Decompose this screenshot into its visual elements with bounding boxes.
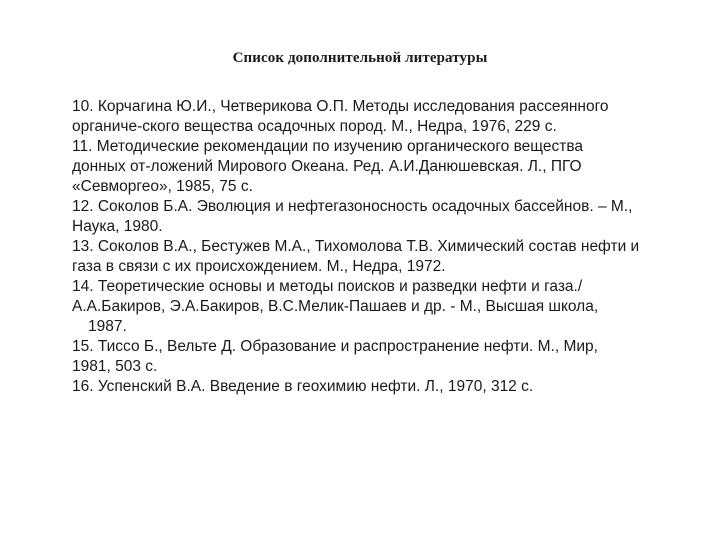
reference-list xyxy=(72,97,672,397)
reference-line: 16. Успенский В.А. Введение в геохимию нефти. Л., 1970, 312 с. xyxy=(72,378,534,395)
reference-item-13 xyxy=(72,237,672,277)
reference-line: 10. Корчагина Ю.И., Четверикова О.П. Методы исследования рассеянного xyxy=(72,98,609,115)
reference-line: донных от-ложений Мирового Океана. Ред. А.И.Данюшевская. Л., ПГО xyxy=(72,158,582,175)
reference-line: 13. Соколов В.А., Бестужев М.А., Тихомолова Т.В. Химический состав нефти и xyxy=(72,238,640,255)
reference-line: 11. Методические рекомендации по изучению органического вещества xyxy=(72,138,584,155)
reference-item-12 xyxy=(72,197,672,237)
reference-line: Наука, 1980. xyxy=(72,218,163,235)
reference-line: «Севморгео», 1985, 75 с. xyxy=(72,178,253,195)
reference-item-16 xyxy=(72,377,672,397)
reference-line: 12. Соколов Б.А. Эволюция и нефтегазоносность осадочных бассейнов. – М., xyxy=(72,198,633,215)
reference-item-15 xyxy=(72,337,672,377)
reference-item-11 xyxy=(72,137,672,197)
reference-line: органиче-ского вещества осадочных пород. М., Недра, 1976, 229 с. xyxy=(72,118,557,135)
reference-line: 1981, 503 с. xyxy=(72,358,158,375)
reference-line: 15. Тиссо Б., Вельте Д. Образование и распространение нефти. М., Мир, xyxy=(72,338,598,355)
reference-line: 1987. xyxy=(88,318,127,335)
reference-item-14 xyxy=(72,277,672,337)
reference-line: газа в связи с их происхождением. М., Недра, 1972. xyxy=(72,258,446,275)
slide-title: Список дополнительной литературы xyxy=(232,50,488,66)
reference-item-10 xyxy=(72,97,672,137)
reference-line: 14. Теоретические основы и методы поисков и разведки нефти и газа./ xyxy=(72,278,583,295)
reference-line: А.А.Бакиров, Э.А.Бакиров, В.С.Мелик-Пашаев и др. - М., Высшая школа, xyxy=(72,298,599,315)
